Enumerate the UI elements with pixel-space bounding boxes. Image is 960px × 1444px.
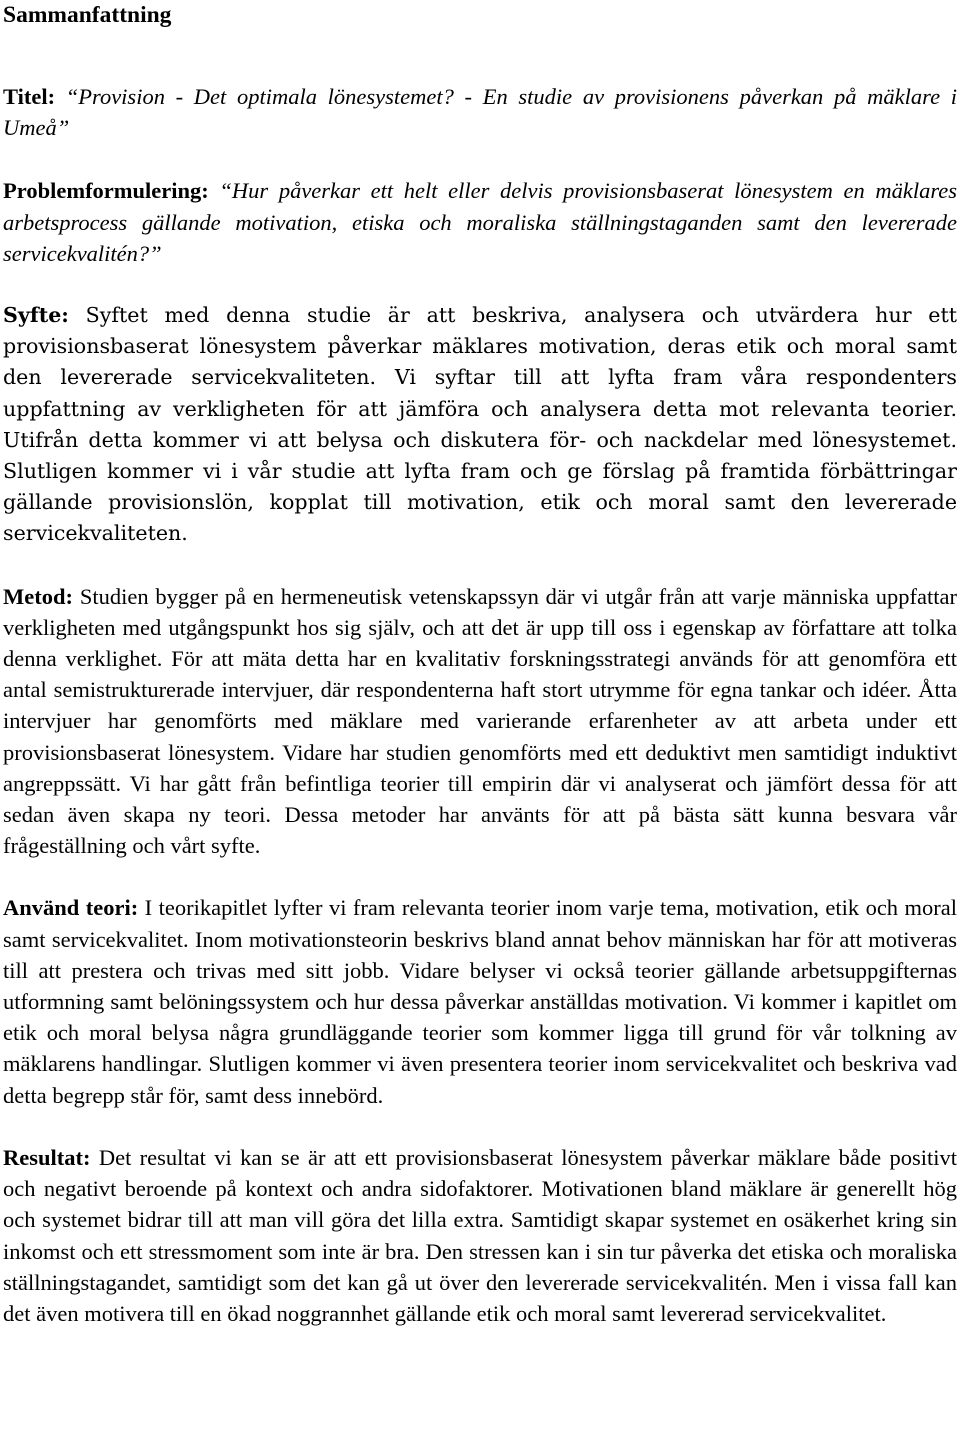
metod-text: Studien bygger på en hermeneutisk vetenskapssyn där vi utgår från att varje människa uppfattar verkligheten med utgångspunkt hos sig själv, och att det är upp till oss i egenskap av författare att tolka denna verklighet. För att mäta detta har en kvalitativ forskningsstrategi används för att genomföra ett antal semistrukturerade intervjuer, där respondenterna haft stort utrymme för egna tankar och idéer. Åtta intervjuer har genomförts med mäklare med varierande erfarenheter av att arbeta under ett provisionsbaserat lönesystem. Vidare har studien genomförts med ett deduktivt men samtidigt induktivt angreppssätt. Vi har gått från befintliga teorier till empirin där vi analyserat och jämfört dessa för att sedan även skapa ny teori. Dessa metoder har använts för att på bästa sätt kunna besvara vår frågeställning och vårt syfte. bbox=[3, 583, 957, 859]
problem-text: “Hur påverkar ett helt eller delvis provisionsbaserat lönesystem en mäklares arbetsprocess gällande motivation, etiska och moraliska ställningstaganden samt den levererade servicekvalitén?” bbox=[3, 178, 957, 266]
metod-paragraph bbox=[3, 581, 957, 862]
resultat-label: Resultat: bbox=[3, 1144, 91, 1170]
syfte-text: Syftet med denna studie är att beskriva, analysera och utvärdera hur ett provisionsbaserat lönesystem påverkar mäklares motivation, deras etik och moral samt den levererade servicekvaliteten. Vi syftar till att lyfta fram våra respondenters uppfattning av verkligheten för att jämföra och analysera detta mot relevanta teorier. Utifrån detta kommer vi att belysa och diskutera för- och nackdelar med lönesystemet. Slutligen kommer vi i vår studie att lyfta fram och ge förslag på framtida förbättringar gällande provisionslön, kopplat till motivation, etik och moral samt den levererade servicekvaliteten. bbox=[3, 303, 958, 546]
title-label: Titel: bbox=[3, 84, 56, 109]
syfte-label: Syfte: bbox=[3, 303, 69, 328]
problem-label: Problemformulering: bbox=[3, 178, 209, 204]
title-paragraph bbox=[3, 81, 957, 143]
title-text: “Provision - Det optimala lönesystemet? - En studie av provisionens påverkan på mäklare i Umeå” bbox=[3, 84, 957, 141]
resultat-text: Det resultat vi kan se är att ett provisionsbaserat lönesystem påverkar mäklare både positivt och negativt beroende på kontext och andra sidofaktorer. Motivationen bland mäklare är generellt hög och systemet bidrar till att man vill göra det lilla extra. Samtidigt skapar systemet en osäkerhet kring sin inkomst och ett stressmoment som inte är bra. Den stressen kan i sin tur påverka det etiska och moraliska ställningstagandet, samtidigt som det kan gå ut över den levererade servicekvalitén. Men i vissa fall kan det även motivera till en ökad noggrannhet gällande etik och moral samt levererad servicekvalitet. bbox=[3, 1144, 957, 1326]
teori-label: Använd teori: bbox=[3, 895, 139, 921]
teori-paragraph bbox=[3, 892, 957, 1110]
page-heading: Sammanfattning bbox=[3, 2, 172, 28]
metod-label: Metod: bbox=[3, 583, 73, 609]
resultat-paragraph bbox=[3, 1142, 957, 1329]
teori-text: I teorikapitlet lyfter vi fram relevanta teorier inom varje tema, motivation, etik och moral samt servicekvalitet. Inom motivationsteorin beskrivs bland annat behov människan har för att motiveras till att prestera och trivas med sitt jobb. Vidare belyser vi också teorier gällande arbetsuppgifternas utformning samt belöningssystem och hur dessa påverkar anställdas motivation. Vi kommer i kapitlet om etik och moral belysa några grundläggande teorier som kommer ligga till grund för vår tolkning av mäklarens handlingar. Slutligen kommer vi även presentera teorier inom servicekvalitet och beskriva vad detta begrepp står för, samt dess innebörd. bbox=[3, 895, 957, 1108]
problem-paragraph bbox=[3, 175, 957, 269]
syfte-paragraph bbox=[3, 300, 957, 550]
document-page bbox=[3, 0, 957, 1329]
